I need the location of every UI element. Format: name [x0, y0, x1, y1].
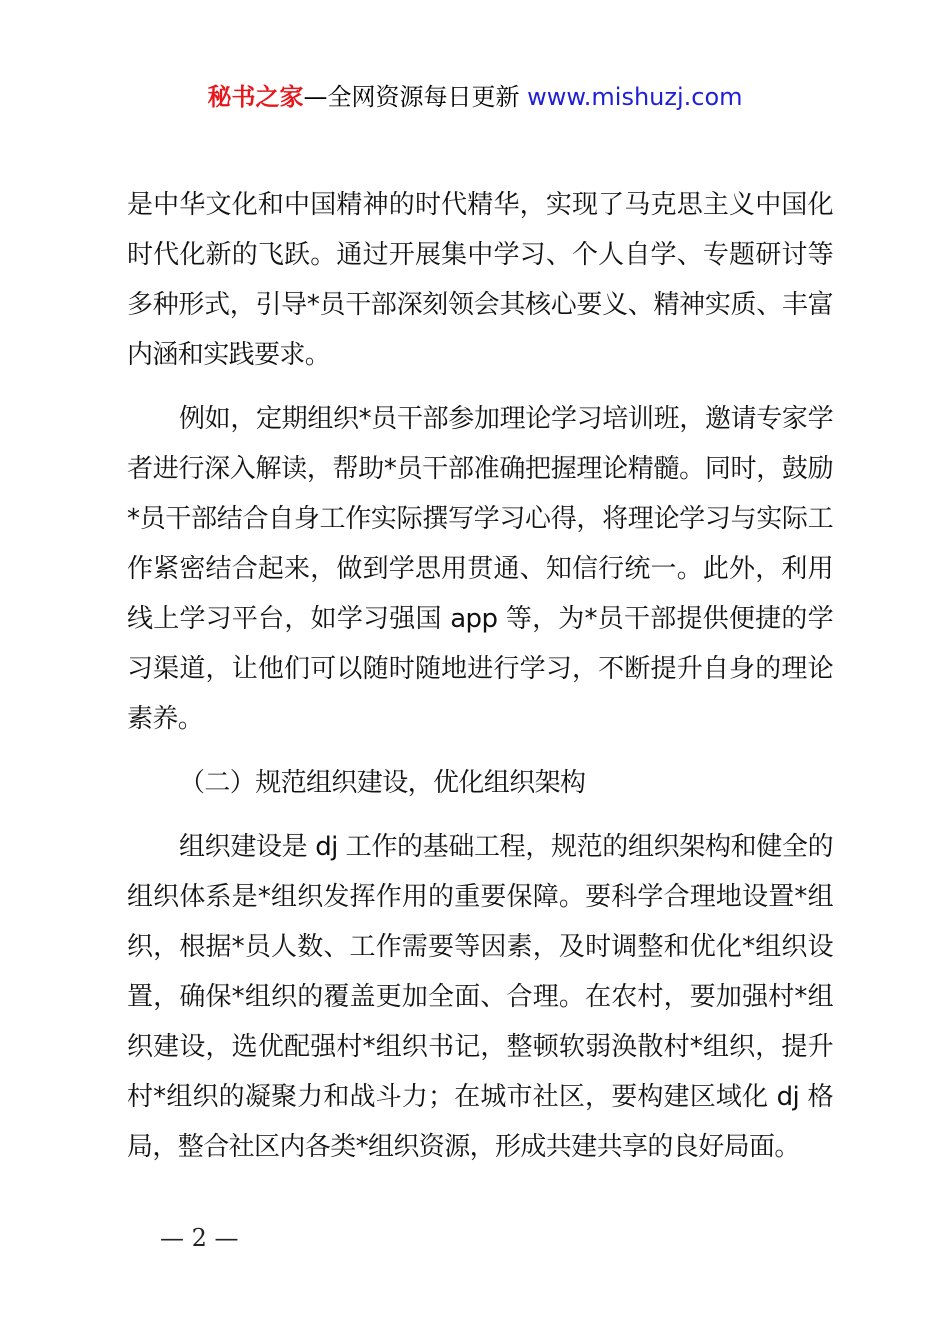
- paragraph-continued: 是中华文化和中国精神的时代精华，实现了马克思主义中国化时代化新的飞跃。通过开展集中学习、个人自学、专题研讨等多种形式，引导*员干部深刻领会其核心要义、精神实质、丰富内涵和实践要求。: [127, 190, 833, 370]
- page-number: — 2 —: [160, 1224, 239, 1252]
- document-body: [127, 180, 833, 1172]
- site-header: [0, 80, 950, 114]
- paragraph-example: 例如，定期组织*员干部参加理论学习培训班，邀请专家学者进行深入解读，帮助*员干部准确把握理论精髓。同时，鼓励*员干部结合自身工作实际撰写学习心得，将理论学习与实际工作紧密结合起来，做到学思用贯通、知信行统一。此外，利用线上学习平台，如学习强国 app 等，为*员干部提供便捷的学习渠道，让他们可以随时随地进行学习，不断提升自身的理论素养。: [127, 404, 833, 734]
- site-tagline: —全网资源每日更新: [303, 83, 528, 111]
- section-heading: （二）规范组织建设，优化组织架构: [179, 768, 586, 798]
- site-brand: 秘书之家: [207, 83, 304, 111]
- paragraph-organization: 组织建设是 dj 工作的基础工程，规范的组织架构和健全的组织体系是*组织发挥作用的重要保障。要科学合理地设置*组织，根据*员人数、工作需要等因素，及时调整和优化*组织设置，确保*组织的覆盖更加全面、合理。在农村，要加强村*组织建设，选优配强村*组织书记，整顿软弱涣散村*组织，提升村*组织的凝聚力和战斗力；在城市社区，要构建区域化 dj 格局，整合社区内各类*组织资源，形成共建共享的良好局面。: [127, 832, 833, 1162]
- site-url-link[interactable]: www.mishuzj.com: [527, 83, 743, 111]
